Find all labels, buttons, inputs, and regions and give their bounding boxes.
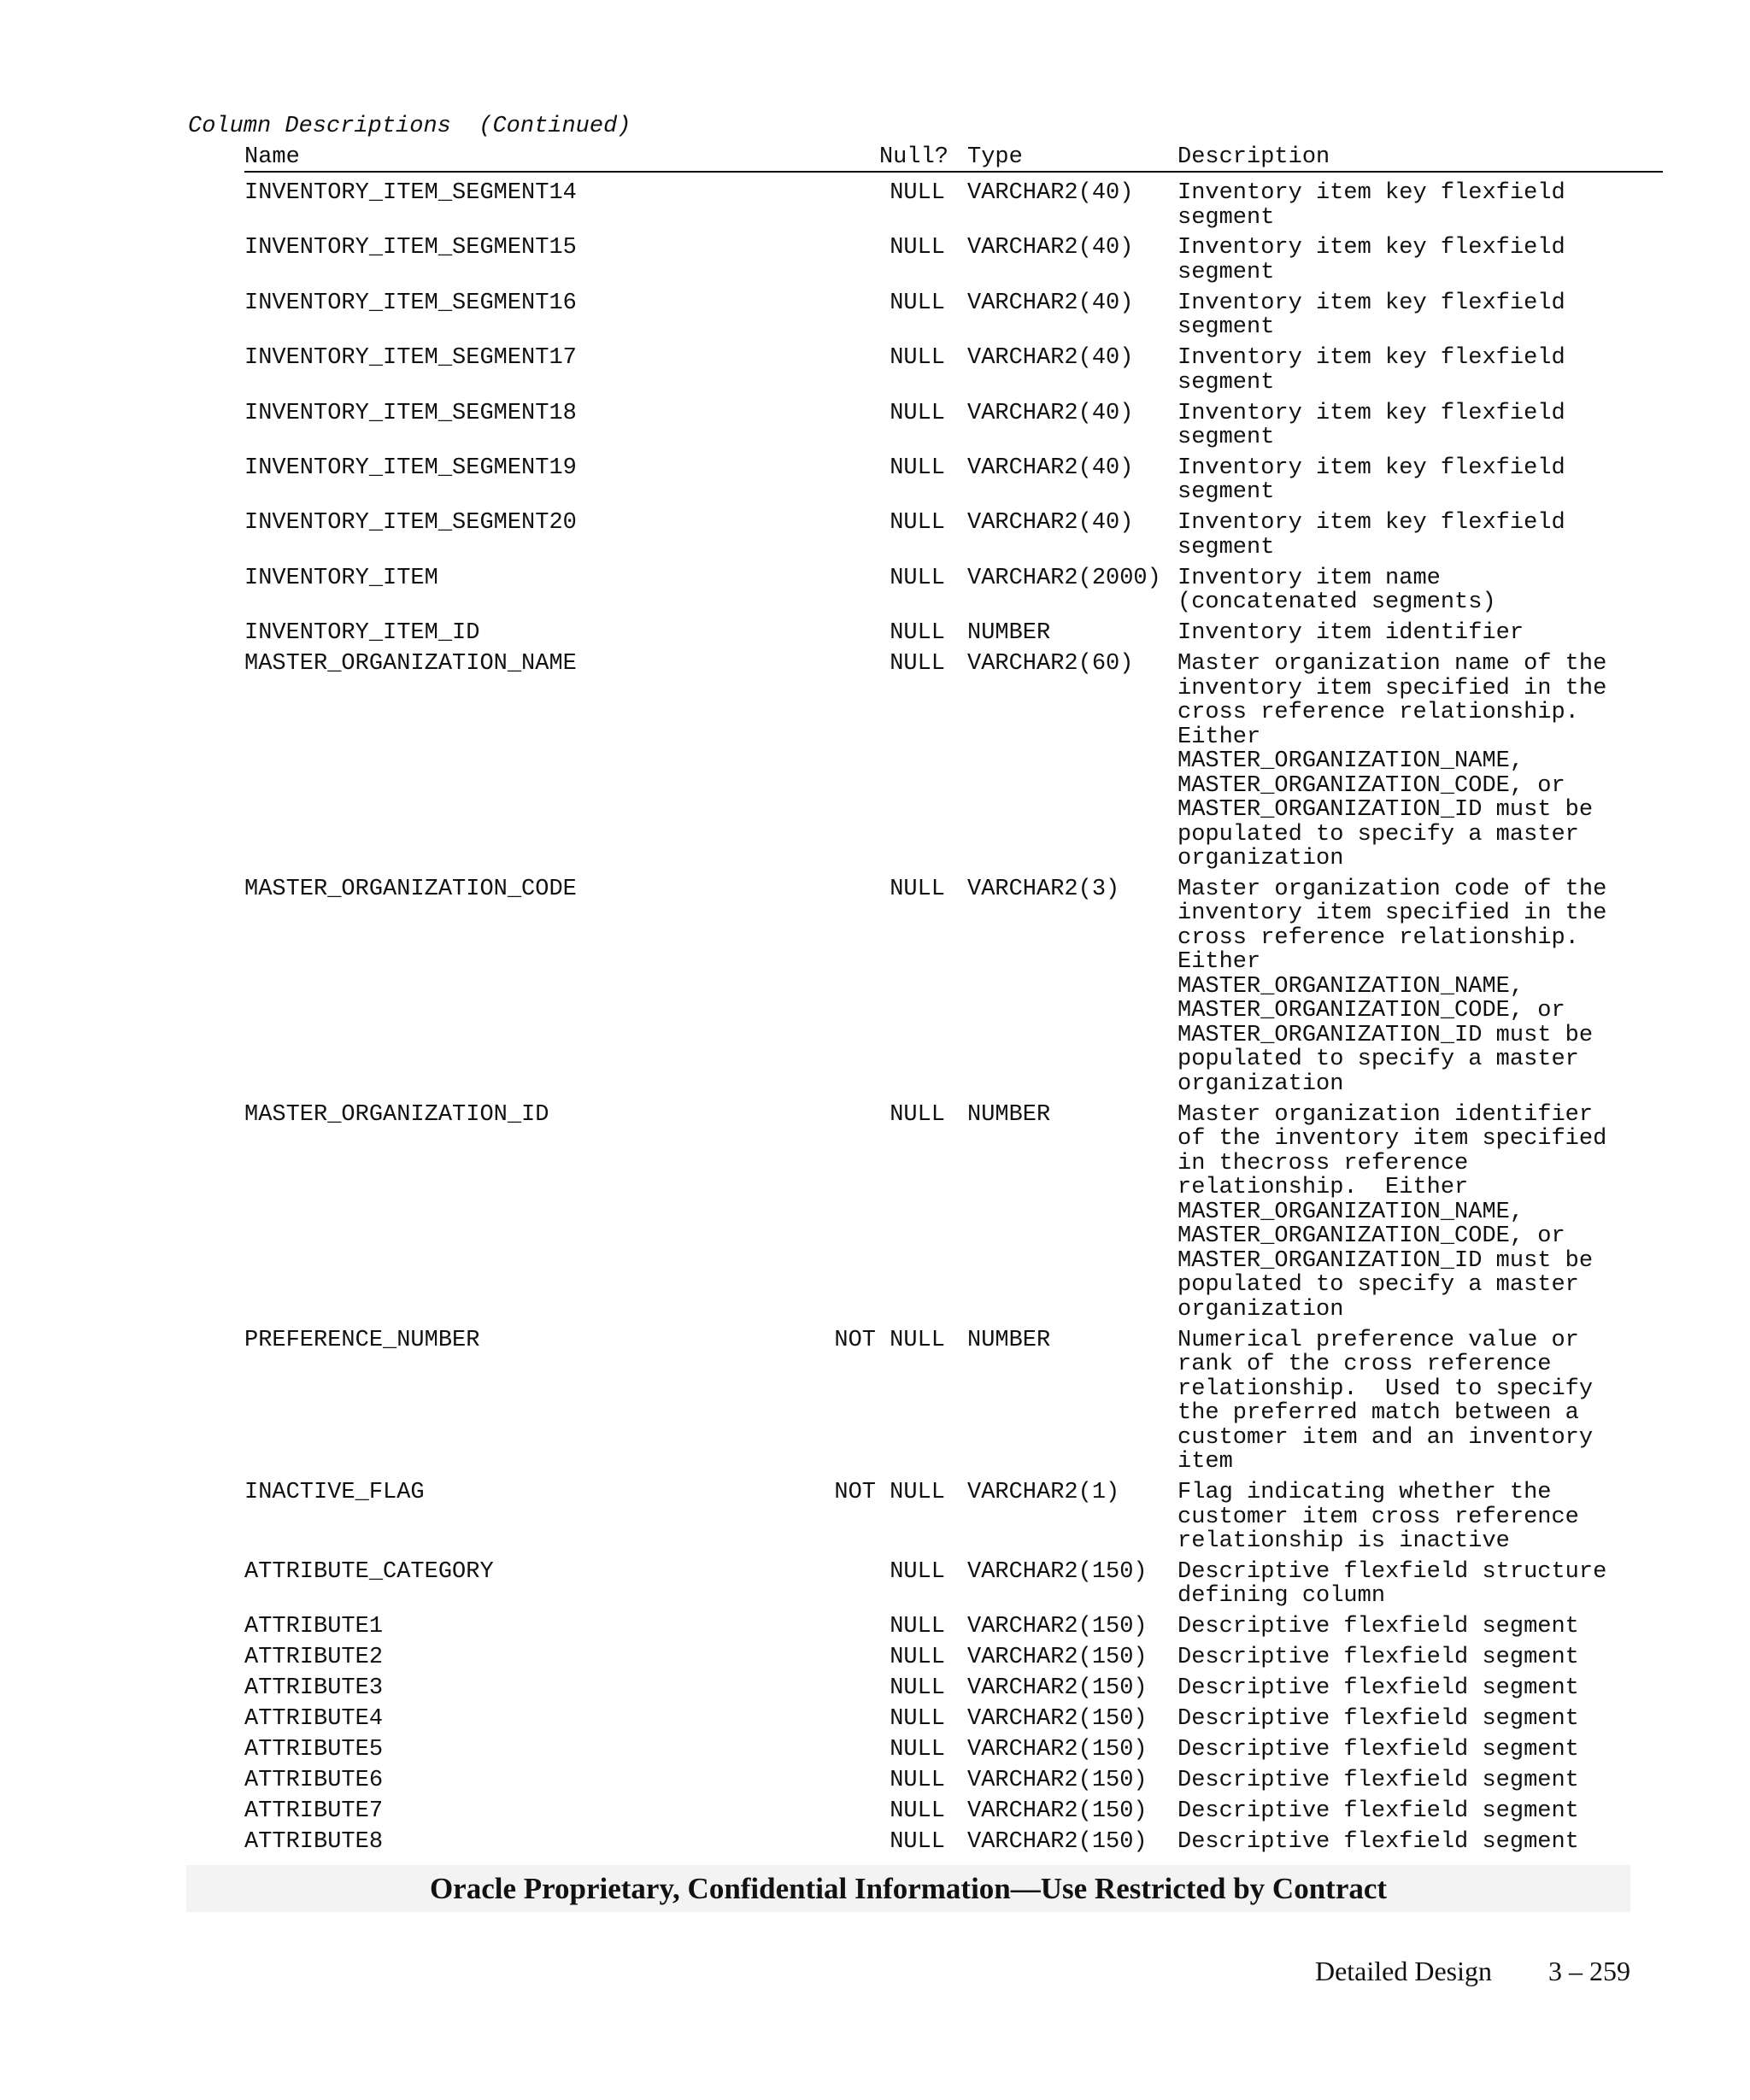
column-description: Inventory item key flexfield segment <box>1177 400 1565 451</box>
column-null: NULL <box>890 1101 945 1128</box>
column-type: NUMBER <box>967 620 1051 647</box>
column-null: NULL <box>890 345 945 372</box>
table-row <box>0 566 1750 615</box>
column-name: INVENTORY_ITEM_SEGMENT19 <box>244 455 577 481</box>
column-description: Inventory item key flexfield segment <box>1177 455 1565 506</box>
column-description: Master organization code of the inventory item specified in the cross reference relationship. Either MASTER_ORGANIZATION_NAME, MASTER_ORGANIZATION_CODE, or MASTER_ORGANIZATION_ID must be populated to specify a master organization <box>1177 876 1607 1097</box>
column-name: ATTRIBUTE3 <box>244 1675 384 1702</box>
column-type: VARCHAR2(40) <box>967 235 1134 261</box>
column-null: NULL <box>890 1736 945 1763</box>
column-null: NULL <box>890 1558 945 1585</box>
column-type: VARCHAR2(150) <box>967 1828 1148 1855</box>
column-name: ATTRIBUTE8 <box>244 1828 384 1855</box>
table-row <box>0 1560 1750 1609</box>
column-type: VARCHAR2(150) <box>967 1614 1148 1640</box>
column-description: Descriptive flexfield segment <box>1177 1645 1579 1671</box>
column-null: NULL <box>890 876 945 902</box>
column-name: INVENTORY_ITEM_SEGMENT20 <box>244 510 577 537</box>
column-description: Descriptive flexfield segment <box>1177 1675 1579 1702</box>
column-description: Inventory item key flexfield segment <box>1177 290 1565 341</box>
column-description: Flag indicating whether the customer item cross reference relationship is inactive <box>1177 1480 1579 1555</box>
column-description: Inventory item name (concatenated segments) <box>1177 565 1496 616</box>
table-row <box>0 1615 1750 1640</box>
column-null: NOT NULL <box>834 1327 945 1353</box>
table-row <box>0 1830 1750 1855</box>
table-row <box>0 1481 1750 1554</box>
section-title: Column Descriptions (Continued) <box>188 114 631 139</box>
table-row <box>0 346 1750 395</box>
column-type: VARCHAR2(40) <box>967 180 1134 206</box>
column-null: NULL <box>890 1706 945 1733</box>
confidentiality-banner: Oracle Proprietary, Confidential Information––Use Restricted by Contract <box>186 1865 1630 1912</box>
column-description: Inventory item key flexfield segment <box>1177 235 1565 285</box>
column-null: NULL <box>890 1767 945 1793</box>
column-type: VARCHAR2(1) <box>967 1480 1120 1506</box>
column-null: NULL <box>890 400 945 426</box>
column-name: INVENTORY_ITEM_ID <box>244 620 480 647</box>
column-header-name: Name <box>244 144 300 170</box>
column-null: NULL <box>890 235 945 261</box>
column-name: MASTER_ORGANIZATION_CODE <box>244 876 577 902</box>
column-name: PREFERENCE_NUMBER <box>244 1327 480 1353</box>
table-row <box>0 511 1750 560</box>
column-header-null: Null? <box>878 144 948 170</box>
column-description: Inventory item key flexfield segment <box>1177 345 1565 396</box>
table-row <box>0 181 1750 230</box>
column-type: NUMBER <box>967 1101 1051 1128</box>
table-row <box>0 1103 1750 1323</box>
column-null: NULL <box>890 1828 945 1855</box>
table-row <box>0 402 1750 450</box>
column-name: INVENTORY_ITEM_SEGMENT16 <box>244 290 577 316</box>
column-type: VARCHAR2(150) <box>967 1675 1148 1702</box>
column-type: VARCHAR2(150) <box>967 1706 1148 1733</box>
column-description: Descriptive flexfield segment <box>1177 1614 1579 1640</box>
column-name: ATTRIBUTE1 <box>244 1614 384 1640</box>
column-null: NOT NULL <box>834 1480 945 1506</box>
table-row <box>0 1799 1750 1824</box>
column-description: Inventory item identifier <box>1177 620 1524 647</box>
column-null: NULL <box>890 180 945 206</box>
column-null: NULL <box>890 1614 945 1640</box>
column-description: Inventory item key flexfield segment <box>1177 180 1565 231</box>
column-name: INACTIVE_FLAG <box>244 1480 425 1506</box>
column-type: VARCHAR2(150) <box>967 1558 1148 1585</box>
column-name: INVENTORY_ITEM <box>244 565 438 591</box>
column-null: NULL <box>890 510 945 537</box>
column-description: Descriptive flexfield segment <box>1177 1828 1579 1855</box>
column-type: VARCHAR2(40) <box>967 290 1134 316</box>
column-null: NULL <box>890 565 945 591</box>
page-number: 3 – 259 <box>1548 1956 1630 1986</box>
column-null: NULL <box>890 651 945 678</box>
table-row <box>0 291 1750 340</box>
column-description: Descriptive flexfield segment <box>1177 1767 1579 1793</box>
column-null: NULL <box>890 1675 945 1702</box>
column-null: NULL <box>890 455 945 481</box>
column-name: INVENTORY_ITEM_SEGMENT14 <box>244 180 577 206</box>
column-name: INVENTORY_ITEM_SEGMENT15 <box>244 235 577 261</box>
footer-section-title: Detailed Design <box>1314 1956 1492 1986</box>
header-rule <box>244 171 1663 173</box>
column-type: NUMBER <box>967 1327 1051 1353</box>
column-name: ATTRIBUTE5 <box>244 1736 384 1763</box>
column-name: INVENTORY_ITEM_SEGMENT17 <box>244 345 577 372</box>
table-row <box>0 621 1750 646</box>
table-row <box>0 877 1750 1097</box>
column-null: NULL <box>890 620 945 647</box>
column-name: ATTRIBUTE_CATEGORY <box>244 1558 494 1585</box>
table-row <box>0 1707 1750 1732</box>
column-description: Numerical preference value or rank of the cross reference relationship. Used to specify the preferred match between a customer item and an inventory item <box>1177 1327 1594 1475</box>
column-name: ATTRIBUTE7 <box>244 1798 384 1824</box>
column-type: VARCHAR2(40) <box>967 455 1134 481</box>
table-row <box>0 1329 1750 1475</box>
column-type: VARCHAR2(150) <box>967 1798 1148 1824</box>
column-type: VARCHAR2(150) <box>967 1767 1148 1793</box>
table-row <box>0 1645 1750 1670</box>
table-row <box>0 1769 1750 1793</box>
column-type: VARCHAR2(60) <box>967 651 1134 678</box>
table-row <box>0 652 1750 871</box>
column-null: NULL <box>890 1645 945 1671</box>
column-name: ATTRIBUTE4 <box>244 1706 384 1733</box>
column-header-type: Type <box>967 144 1023 170</box>
column-description: Descriptive flexfield segment <box>1177 1736 1579 1763</box>
column-type: VARCHAR2(150) <box>967 1645 1148 1671</box>
column-table <box>0 181 1750 1860</box>
column-name: MASTER_ORGANIZATION_ID <box>244 1101 549 1128</box>
column-type: VARCHAR2(3) <box>967 876 1120 902</box>
table-row <box>0 456 1750 505</box>
column-name: INVENTORY_ITEM_SEGMENT18 <box>244 400 577 426</box>
column-description: Master organization identifier of the inventory item specified in thecross reference relationship. Either MASTER_ORGANIZATION_NAME, MASTER_ORGANIZATION_CODE, or MASTER_ORGANIZATION_ID must be populated to specify a master organization <box>1177 1101 1607 1323</box>
column-name: ATTRIBUTE6 <box>244 1767 384 1793</box>
column-type: VARCHAR2(150) <box>967 1736 1148 1763</box>
table-row <box>0 1676 1750 1701</box>
column-description: Inventory item key flexfield segment <box>1177 510 1565 560</box>
column-description: Descriptive flexfield segment <box>1177 1706 1579 1733</box>
table-row <box>0 1738 1750 1763</box>
column-null: NULL <box>890 1798 945 1824</box>
column-description: Master organization name of the inventory item specified in the cross reference relationship. Either MASTER_ORGANIZATION_NAME, MASTER_ORGANIZATION_CODE, or MASTER_ORGANIZATION_ID must be populated to specify a master organization <box>1177 651 1607 872</box>
column-name: MASTER_ORGANIZATION_NAME <box>244 651 577 678</box>
column-name: ATTRIBUTE2 <box>244 1645 384 1671</box>
column-header-description: Description <box>1177 144 1330 170</box>
table-row <box>0 236 1750 284</box>
column-type: VARCHAR2(40) <box>967 400 1134 426</box>
column-type: VARCHAR2(40) <box>967 345 1134 372</box>
column-description: Descriptive flexfield segment <box>1177 1798 1579 1824</box>
column-description: Descriptive flexfield structure defining column <box>1177 1558 1607 1610</box>
column-null: NULL <box>890 290 945 316</box>
column-type: VARCHAR2(40) <box>967 510 1134 537</box>
column-type: VARCHAR2(2000) <box>967 565 1161 591</box>
